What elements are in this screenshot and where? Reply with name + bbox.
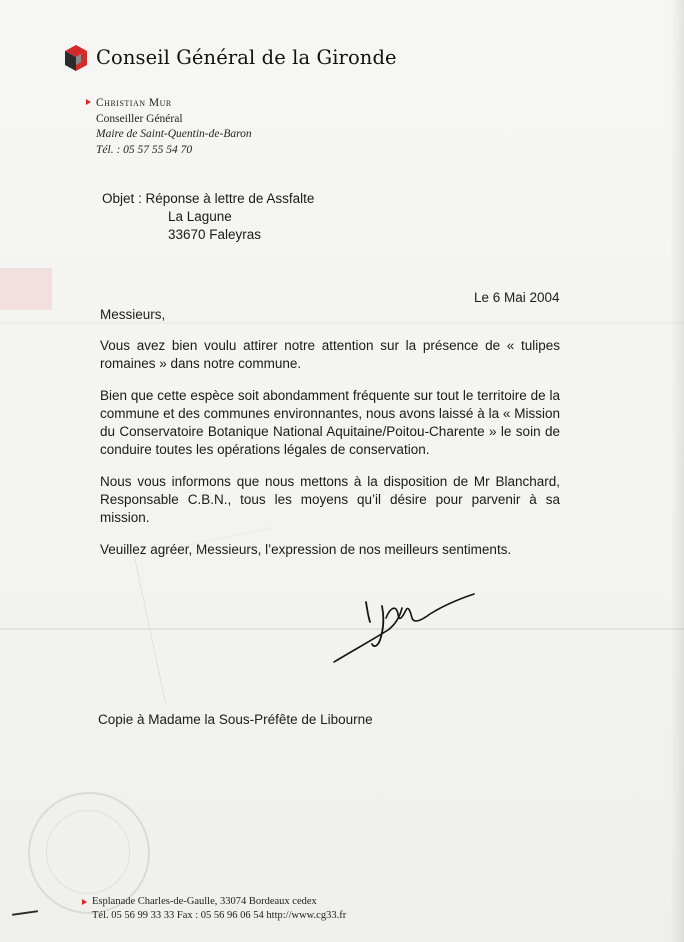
sender-title: Conseiller Général (96, 112, 183, 125)
sender-block (96, 96, 252, 158)
footer-address-line: Esplanade Charles-de-Gaulle, 33074 Bordeaux cedex (92, 896, 317, 907)
handwritten-signature (326, 588, 476, 666)
cg33-cube-logo-icon (64, 44, 88, 72)
bullet-icon (82, 899, 87, 905)
pen-stroke-mark (12, 910, 38, 916)
subject-address-line: La Lagune (168, 209, 232, 224)
letter-body (100, 337, 560, 573)
footer-contact-line: Tél. 05 56 99 33 33 Fax : 05 56 96 06 54 http://www.cg33.fr (92, 910, 347, 921)
subject-line: Objet : Réponse à lettre de Assfalte (102, 191, 315, 206)
ink-bleed-mark (0, 268, 52, 310)
subject-block (102, 190, 314, 244)
sender-phone: Tél. : 05 57 55 54 70 (96, 143, 193, 156)
organization-name: Conseil Général de la Gironde (96, 46, 397, 69)
footer-address (92, 895, 346, 923)
body-paragraph: Bien que cette espèce soit abondamment fréquente sur tout le territoire de la commune et des communes environnantes, nous avons laissé à la « Mission du Conservatoire Botanique National Aquitaine/Poitou-Charente » le soin de conduire toutes les opérations légales de conservation. (100, 388, 560, 457)
body-paragraph: Vous avez bien voulu attirer notre attention sur la présence de « tulipes romaines » dans notre commune. (100, 338, 560, 371)
sender-role: Maire de Saint-Quentin-de-Baron (96, 128, 252, 140)
subject-address-line: 33670 Faleyras (168, 227, 262, 242)
body-paragraph: Veuillez agréer, Messieurs, l’expression de nos meilleurs sentiments. (100, 542, 512, 557)
salutation: Messieurs, (100, 307, 166, 322)
copy-recipient: Copie à Madame la Sous-Préfête de Libourne (98, 712, 373, 727)
paper-edge-shadow (670, 0, 684, 942)
body-paragraph: Nous vous informons que nous mettons à la disposition de Mr Blanchard, Responsable C.B.N., tous les moyens qu’il désire pour parvenir à sa mission. (100, 474, 560, 525)
bullet-icon (86, 99, 91, 105)
sender-name: Christian Mur (96, 97, 172, 109)
paper-fold (0, 322, 684, 324)
letter-date: Le 6 Mai 2004 (474, 290, 560, 305)
faded-stamp-inner (46, 810, 130, 894)
